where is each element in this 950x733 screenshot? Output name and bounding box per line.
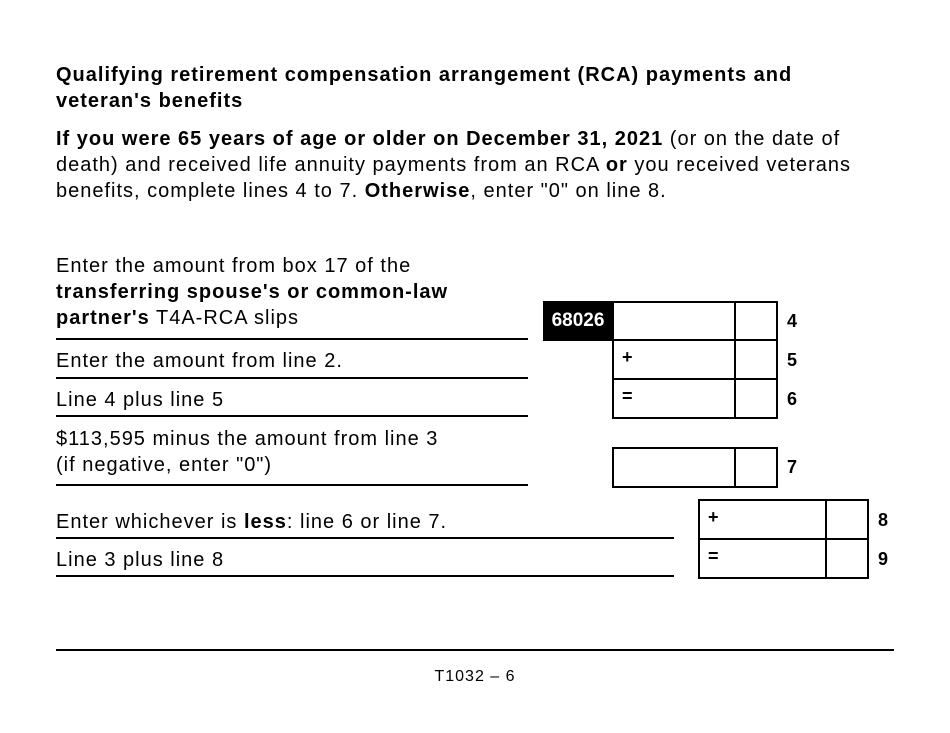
footer-rule <box>56 649 894 651</box>
line5-plus-operator: + <box>622 347 633 367</box>
line8-label-text: Enter whichever is <box>56 511 244 533</box>
line5-cents-divider <box>734 341 736 378</box>
line8-cents-divider <box>825 501 827 538</box>
instructions-text: you received veterans benefits, complete lines 4 to 7. <box>56 154 852 202</box>
line5-number: 5 <box>787 350 798 370</box>
line5-label: Enter the amount from line 2. <box>56 350 343 372</box>
line4-label-text-2: T4A-RCA slips <box>149 307 300 329</box>
line4-cents-divider <box>734 303 736 339</box>
line6-number: 6 <box>787 389 798 409</box>
line9-rule <box>56 575 674 577</box>
line9-equals-operator: = <box>708 546 719 566</box>
line7-label-note: (if negative, enter "0") <box>56 454 273 476</box>
line8-number: 8 <box>878 510 889 530</box>
line7-rule <box>56 484 528 486</box>
line8-label-text-2: : line 6 or line 7. <box>286 511 448 533</box>
line6-rule <box>56 415 528 417</box>
instructions-bold-lead: If you were 65 years of age or older on December 31, 2021 <box>56 128 664 150</box>
instructions-text: (or on the date of death) and received life annuity payments from an RCA <box>56 128 841 176</box>
line4-rule <box>56 338 528 340</box>
line8-plus-operator: + <box>708 507 719 527</box>
line4-field-code: 68026 <box>543 301 613 341</box>
section-title: Qualifying retirement compensation arrangement (RCA) payments and veteran's benefits <box>56 64 793 112</box>
line4-number: 4 <box>787 311 798 331</box>
line4-label <box>56 253 526 331</box>
instructions-bold-or: or <box>605 154 628 176</box>
line9-amount-field[interactable] <box>698 538 869 579</box>
line6-amount-field[interactable] <box>612 378 778 419</box>
line4-label-bold: transferring spouse's or common-law partner's <box>56 281 449 329</box>
line5-amount-field[interactable] <box>612 339 778 380</box>
line6-label: Line 4 plus line 5 <box>56 389 225 411</box>
line4-amount-field[interactable] <box>612 301 778 341</box>
line6-equals-operator: = <box>622 386 633 406</box>
page-footer-label: T1032 – 6 <box>434 668 516 685</box>
line7-cents-divider <box>734 449 736 486</box>
line4-label-text: Enter the amount from box 17 of the <box>56 255 412 277</box>
instructions-bold-otherwise: Otherwise <box>364 180 471 202</box>
line5-rule <box>56 377 528 379</box>
instructions-paragraph <box>56 126 906 204</box>
line9-label: Line 3 plus line 8 <box>56 549 225 571</box>
line9-cents-divider <box>825 540 827 577</box>
line8-label-bold: less <box>243 511 287 533</box>
line7-number: 7 <box>787 457 798 477</box>
line8-rule <box>56 537 674 539</box>
line6-cents-divider <box>734 380 736 417</box>
line7-label-text: $113,595 minus the amount from line 3 <box>56 428 439 450</box>
instructions-text: , enter "0" on line 8. <box>470 180 667 202</box>
line8-amount-field[interactable] <box>698 499 869 540</box>
line9-number: 9 <box>878 549 889 569</box>
line7-amount-field[interactable] <box>612 447 778 488</box>
line8-label <box>56 509 447 535</box>
line7-label <box>56 426 526 478</box>
